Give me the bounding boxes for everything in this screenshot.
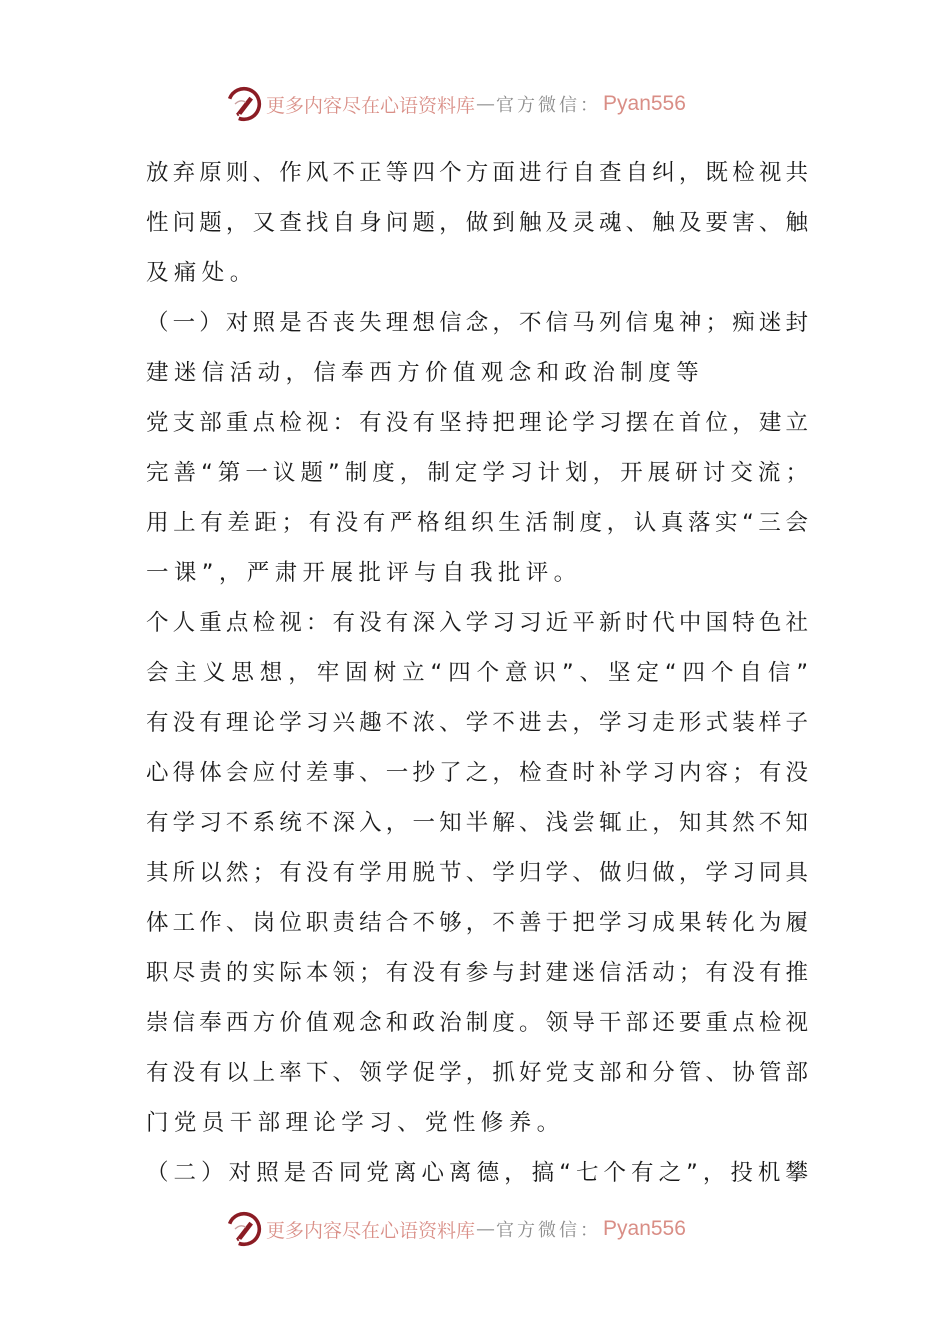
- text-line: 会主义思想，牢固树立“四个意识”、坚定“四个自信”: [146, 660, 808, 686]
- text-line: 门党员干部理论学习、党性修养。: [146, 1110, 565, 1136]
- text-line: 崇信奉西方价值观念和政治制度。领导干部还要重点检视: [146, 1010, 808, 1036]
- text-line: 体工作、岗位职责结合不够，不善于把学习成果转化为履: [146, 910, 808, 936]
- banner-dash: —: [476, 1218, 496, 1240]
- banner-wechat-id: Pyan556: [603, 1217, 686, 1240]
- text-line: 有学习不系统不深入，一知半解、浅尝辄止，知其然不知: [146, 810, 808, 836]
- text-line: 及痛处。: [146, 260, 258, 286]
- banner-dash: —: [476, 93, 496, 115]
- text-line: 有没有理论学习兴趣不浓、学不进去，学习走形式装样子: [146, 710, 808, 736]
- text-line: 放弃原则、作风不正等四个方面进行自查自纠，既检视共: [146, 160, 808, 186]
- section-heading-1: （一）对照是否丧失理想信念，不信马列信鬼神；痴迷封: [146, 310, 808, 336]
- text-line: 心得体会应付差事、一抄了之，检查时补学习内容；有没: [146, 760, 808, 786]
- text-line: 完善“第一议题”制度，制定学习计划，开展研讨交流；: [146, 460, 808, 486]
- text-line: 个人重点检视：有没有深入学习习近平新时代中国特色社: [146, 610, 808, 636]
- quill-pen-logo-icon: [226, 86, 262, 122]
- text-line: 有没有以上率下、领学促学，抓好党支部和分管、协管部: [146, 1060, 808, 1086]
- text-line: 性问题，又查找自身问题，做到触及灵魂、触及要害、触: [146, 210, 808, 236]
- header-watermark-banner: [226, 84, 686, 124]
- banner-wechat-id: Pyan556: [603, 92, 686, 115]
- banner-site-text: 更多内容尽在心语资料库: [266, 94, 476, 117]
- text-line: 用上有差距；有没有严格组织生活制度，认真落实“三会: [146, 510, 808, 536]
- section-heading-1-cont: 建迷信活动，信奉西方价值观念和政治制度等: [146, 360, 705, 386]
- text-line: 一课”，严肃开展批评与自我批评。: [146, 560, 582, 586]
- footer-watermark-banner: [226, 1209, 686, 1249]
- text-line: 党支部重点检视：有没有坚持把理论学习摆在首位，建立: [146, 410, 808, 436]
- banner-site-text: 更多内容尽在心语资料库: [266, 1219, 476, 1242]
- section-heading-2: （二）对照是否同党离心离德，搞“七个有之”，投机攀: [146, 1160, 808, 1186]
- text-line: 其所以然；有没有学用脱节、学归学、做归做，学习同具: [146, 860, 808, 886]
- text-line: 职尽责的实际本领；有没有参与封建迷信活动；有没有推: [146, 960, 808, 986]
- quill-pen-logo-icon: [226, 1211, 262, 1247]
- document-body: [146, 148, 808, 1198]
- banner-wechat-label: 官方微信：: [496, 95, 602, 116]
- banner-wechat-label: 官方微信：: [496, 1220, 602, 1241]
